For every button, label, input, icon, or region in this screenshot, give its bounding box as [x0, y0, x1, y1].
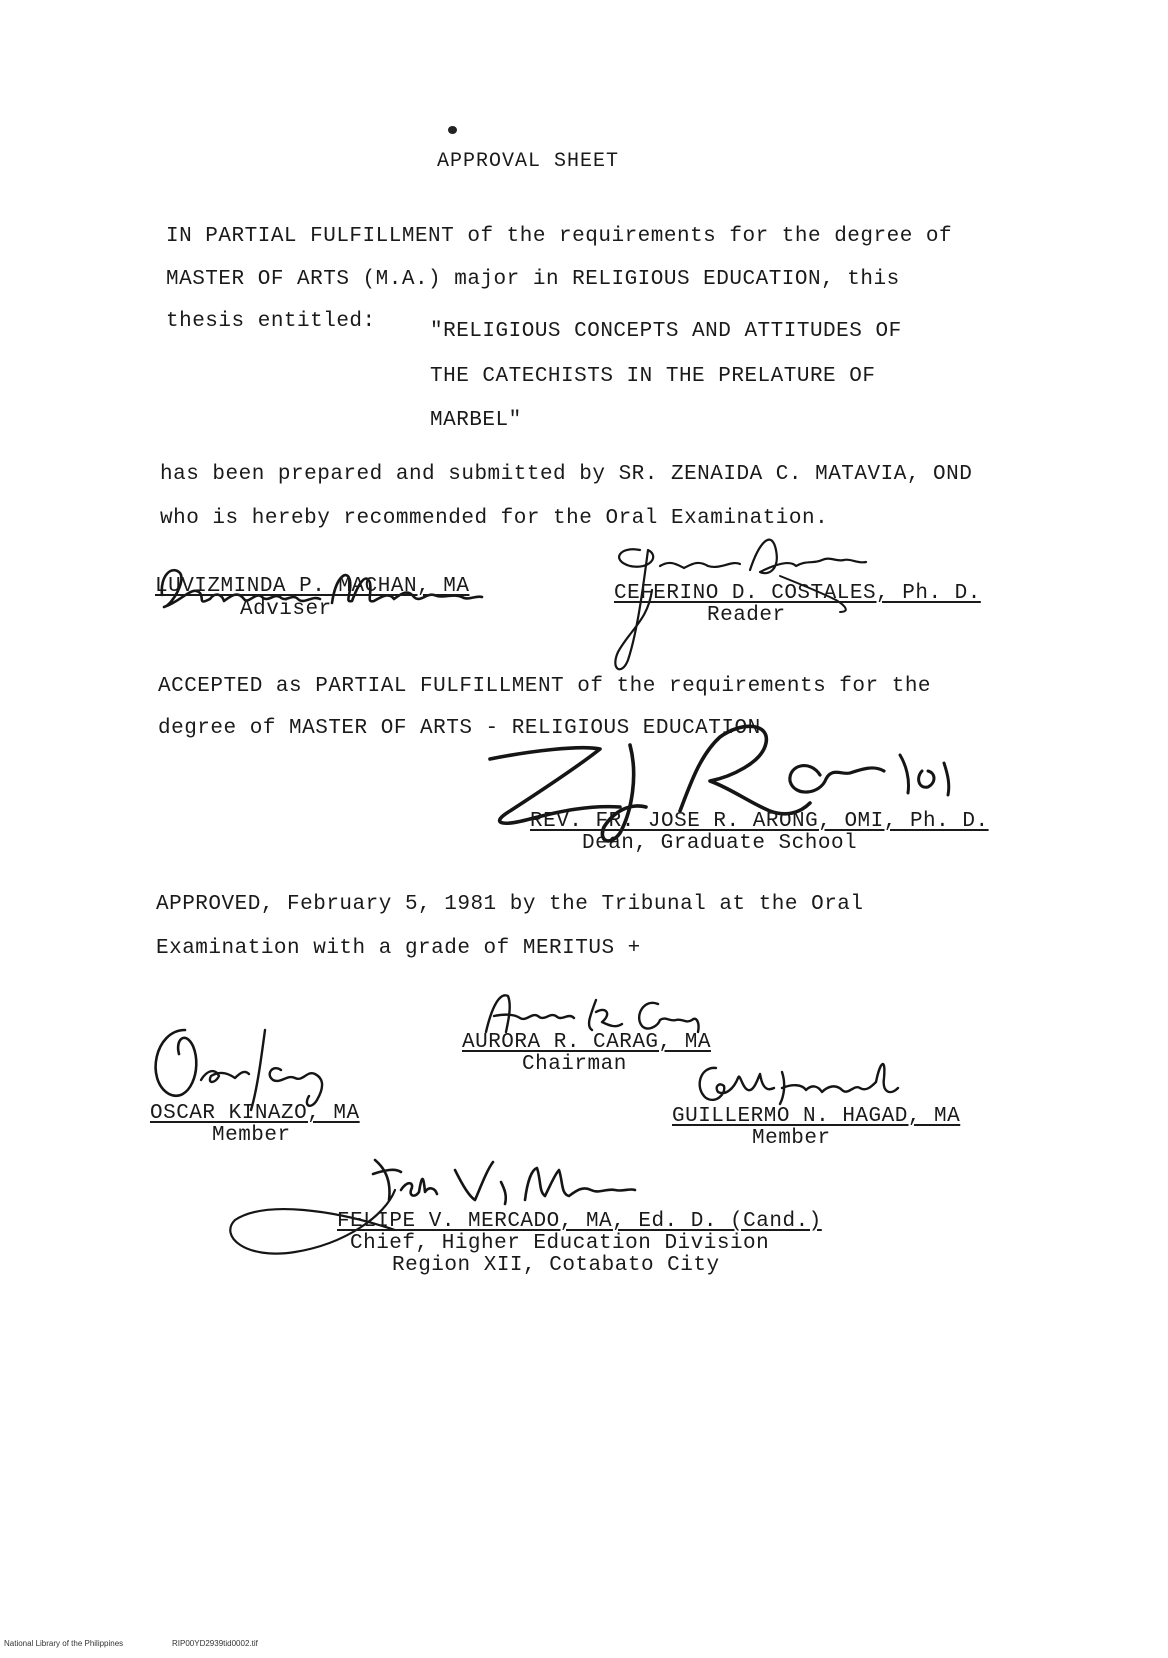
approval-line-2: Examination with a grade of MERITUS + — [156, 937, 641, 960]
footer-library-credit: National Library of the Philippines — [4, 1639, 124, 1648]
intro-closing-line-2: who is hereby recommended for the Oral Examination. — [160, 507, 829, 530]
dean-name: REV. FR. JOSE R. ARONG, OMI, Ph. D. — [530, 810, 989, 833]
acceptance-line-1: ACCEPTED as PARTIAL FULFILLMENT of the requirements for the — [158, 675, 932, 698]
adviser-role: Adviser — [240, 598, 332, 621]
external-role-line-2: Region XII, Cotabato City — [392, 1254, 720, 1277]
reader-name: CEFERINO D. COSTALES, Ph. D. — [614, 582, 981, 605]
intro-closing-line-1: has been prepared and submitted by SR. ZENAIDA C. MATAVIA, OND — [160, 463, 973, 486]
thesis-title-line-1: "RELIGIOUS CONCEPTS AND ATTITUDES OF — [430, 320, 902, 343]
thesis-title-line-3: MARBEL" — [430, 409, 522, 432]
adviser-name: LUVIZMINDA P. MACHAN, MA — [155, 575, 470, 598]
intro-line-2: MASTER OF ARTS (M.A.) major in RELIGIOUS EDUCATION, this — [166, 268, 900, 291]
ink-blot — [448, 126, 457, 134]
page-title: APPROVAL SHEET — [437, 150, 620, 173]
chairman-name: AURORA R. CARAG, MA — [462, 1031, 711, 1054]
member-2-role: Member — [752, 1127, 831, 1150]
acceptance-line-2: degree of MASTER OF ARTS - RELIGIOUS EDUCATION — [158, 717, 761, 740]
external-role-line-1: Chief, Higher Education Division — [350, 1232, 770, 1255]
member-1-name: OSCAR KINAZO, MA — [150, 1102, 360, 1125]
footer-file-id: RIP00YD2939tid0002.tif — [172, 1639, 258, 1648]
external-name: FELIPE V. MERCADO, MA, Ed. D. (Cand.) — [337, 1210, 822, 1233]
member-1-role: Member — [212, 1124, 291, 1147]
thesis-title-line-2: THE CATECHISTS IN THE PRELATURE OF — [430, 365, 876, 388]
member-2-name: GUILLERMO N. HAGAD, MA — [672, 1105, 961, 1128]
chairman-role: Chairman — [522, 1053, 627, 1076]
intro-line-3: thesis entitled: — [166, 310, 376, 333]
dean-role: Dean, Graduate School — [582, 832, 858, 855]
reader-role: Reader — [707, 604, 786, 627]
approval-line-1: APPROVED, February 5, 1981 by the Tribunal at the Oral — [156, 893, 864, 916]
intro-line-1: IN PARTIAL FULFILLMENT of the requirements for the degree of — [166, 225, 953, 248]
